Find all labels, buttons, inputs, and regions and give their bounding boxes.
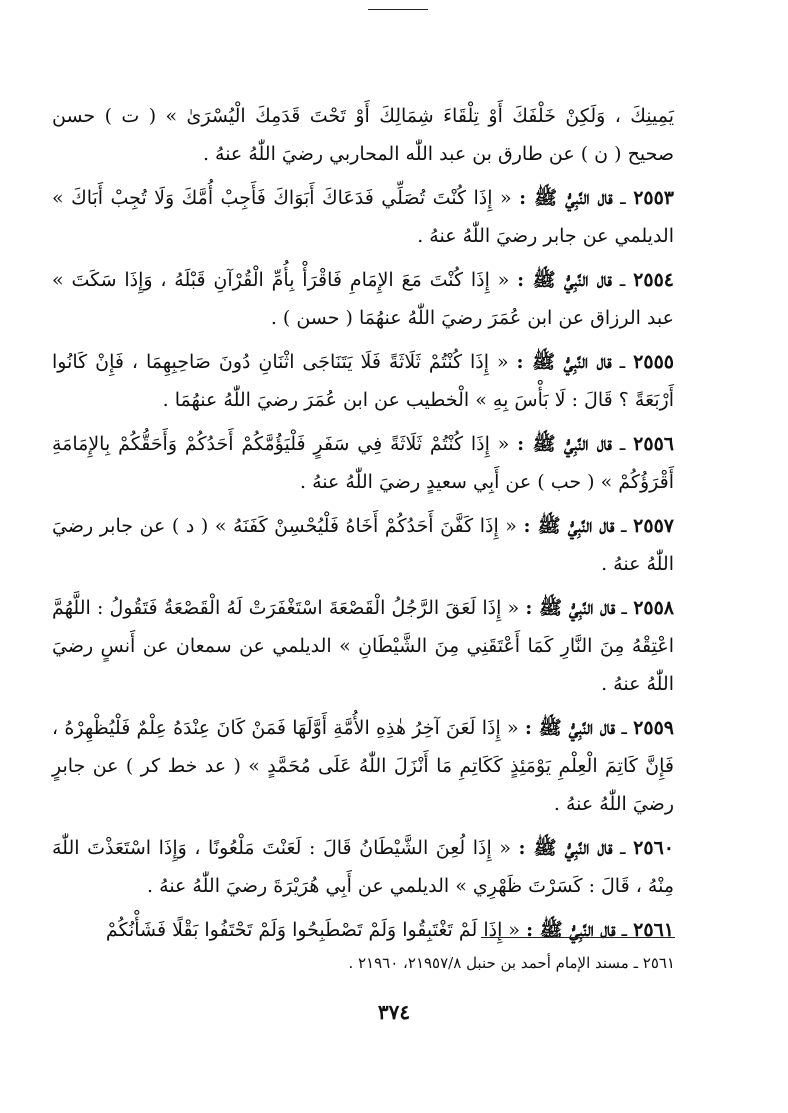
hadith-2554: ٢٥٥٤ ـ قال النَّبِيُّ ﷺ : « إِذَا كُنْتَ مَعَ الإِمَامِ فَاقْرَأْ بِأُمِّ الْقُرْآنِ قَبْلَهُ ، وَإِذَا سَكَتَ » عبد الرزاق عن ابن عُمَرَ رضيَ اللّٰهُ عنهُمَا ( حسن ) . (52, 269, 674, 329)
entry-lead: قال النَّبِيُّ ﷺ : (517, 269, 612, 291)
hadith-2557: ٢٥٥٧ ـ قال النَّبِيُّ ﷺ : « إِذَا كَفَّنَ أَحَدُكُمْ أَخَاهُ فَلْيُحْسِنْ كَفَنَهُ » ( د ) عن جابر رضيَ اللّٰهُ عنهُ . (52, 515, 674, 575)
hadith-2558: ٢٥٥٨ ـ قال النَّبِيُّ ﷺ : « إِذَا لَعَقَ الرَّجُلُ الْقَصْعَةَ اسْتَغْفَرَتْ لَهُ الْقَصْعَةُ فَتَقُولُ : اللَّهُمَّ اعْتِقْهُ مِنَ النَّارِ كَمَا أَعْتَقَنِي مِنَ الشَّيْطَانِ » الديلمي عن سمعان عن أَنسٍ رضيَ اللّٰهُ عنهُ . (52, 597, 675, 695)
entry-lead: قال النَّبِيُّ ﷺ : (523, 515, 615, 537)
entry-number: ٢٥٦٠ (633, 837, 674, 859)
hadith-2555: ٢٥٥٥ ـ قال النَّبِيُّ ﷺ : « إِذَا كُنْتُمْ ثَلَاثَةً فَلَا يَتَنَاجَى اثْنَانِ دُونَ صَاحِبِهِمَا ، فَإِنْ كَانُوا أَرْبَعَةً ؟ قَالَ : لَا بَأْسَ بِهِ » الْخطيب عن ابن عُمَرَ رضيَ اللّٰهُ عنهُمَا . (52, 351, 674, 411)
hadith-2556: ٢٥٥٦ ـ قال النَّبِيُّ ﷺ : « إِذَا كُنْتُمْ ثَلَاثَةً فِي سَفَرٍ فَلْيَؤُمَّكُمْ أَحَدُكُمْ وَأَحَقُّكُمْ بِالإِمَامَةِ أَقْرَؤُكُمْ » ( حب ) عن أَبِي سعيدٍ رضيَ اللّٰهُ عنهُ . (52, 433, 674, 493)
entry-number: ٢٥٥٥ (633, 351, 674, 373)
page-body (52, 78, 674, 955)
entry-text: « إِذَا كَفَّنَ أَحَدُكُمْ أَخَاهُ فَلْيُحْسِنْ كَفَنَهُ » ( د ) عن جابر رضيَ اللّٰهُ عنهُ . (52, 515, 674, 575)
hadith-2561: ٢٥٦١ ـ قال النَّبِيُّ ﷺ : « إِذَا لَمْ تَغْتَبِقُوا وَلَمْ تَصْطَبِحُوا وَلَمْ تَحْتَفُوا بَقْلًا فَشَأْنُكُمْ (105, 919, 674, 941)
top-rule (368, 9, 428, 10)
page-number: ٣٧٤ (377, 1000, 411, 1024)
hadith-2553: ٢٥٥٣ ـ قال النَّبِيُّ ﷺ : « إِذَا كُنْتَ تُصَلِّي فَدَعَاكَ أَبَوَاكَ فَأَجِبْ أُمَّكَ وَلَا تُجِبْ أَبَاكَ » الديلمي عن جابر رضيَ اللّٰهُ عنهُ . (52, 187, 675, 247)
entry-number: ٢٥٦١ (633, 919, 674, 941)
entry-lead: قال النَّبِيُّ ﷺ : (518, 837, 613, 859)
entry-text: « إِذَا كُنْتُمْ ثَلَاثَةً فِي سَفَرٍ فَلْيَؤُمَّكُمْ أَحَدُكُمْ وَأَحَقُّكُمْ بِالإِمَامَةِ أَقْرَؤُكُمْ » ( حب ) عن أَبِي سعيدٍ رضيَ اللّٰهُ عنهُ . (52, 433, 674, 493)
entry-lead: قال النَّبِيُّ ﷺ : (524, 717, 616, 739)
entry-lead: قال النَّبِيُّ ﷺ : (525, 597, 616, 619)
entry-lead: قال النَّبِيُّ ﷺ : (516, 351, 612, 373)
entry-lead: قال النَّبِيُّ ﷺ : (519, 187, 613, 209)
entry-text: « إِذَا لَعَنَ آخِرُ هٰذِهِ الأُمَّةِ أَوَّلَهَا فَمَنْ كَانَ عِنْدَهُ عِلْمٌ فَلْيُظْهِرْهُ ، فَإِنَّ كَاتِمَ الْعِلْمِ يَوْمَئِذٍ كَكَاتِمِ مَا أَنْزَلَ اللّٰهُ عَلَى مُحَمَّدٍ » ( عد خط كر ) عن جابرٍ رضيَ اللّٰهُ عنهُ . (52, 717, 674, 815)
entry-text: « إِذَا لَعَقَ الرَّجُلُ الْقَصْعَةَ اسْتَغْفَرَتْ لَهُ الْقَصْعَةُ فَتَقُولُ : اللَّهُمَّ اعْتِقْهُ مِنَ النَّارِ كَمَا أَعْتَقَنِي مِنَ الشَّيْطَانِ » الديلمي عن سمعان عن أَنسٍ رضيَ اللّٰهُ عنهُ . (52, 597, 674, 695)
entry-number: ٢٥٥٨ (633, 597, 675, 619)
entry-number: ٢٥٥٩ (633, 717, 674, 739)
entry-text: « إِذَا لُعِنَ الشَّيْطَانُ قَالَ : لَعَنْتَ مَلْعُونًا ، وَإِذَا اسْتَعَذْتَ اللّٰهَ مِنْهُ ، قَالَ : كَسَرْتَ ظَهْرِي » الديلمي عن أَبِي هُرَيْرَةَ رضيَ اللّٰهُ عنهُ . (52, 837, 674, 897)
entry-number: ٢٥٥٣ (633, 187, 675, 209)
entry-text: « إِذَا كُنْتَ مَعَ الإِمَامِ فَاقْرَأْ بِأُمِّ الْقُرْآنِ قَبْلَهُ ، وَإِذَا سَكَتَ » عبد الرزاق عن ابن عُمَرَ رضيَ اللّٰهُ عنهُمَا ( حسن ) . (52, 269, 674, 329)
footnote-rule (481, 937, 675, 938)
continuation-paragraph: يَمِينِكَ ، وَلَكِنْ خَلْفَكَ أَوْ تِلْقَاءَ شِمَالِكَ أَوْ تَحْتَ قَدَمِكَ الْيُسْرَىٰ » ( ت ) حسن صحيح ( ن ) عن طارق بن عبد اللّٰه المحاربي رضيَ اللّٰهُ عنهُ . (52, 105, 674, 165)
entry-lead: قال النَّبِيُّ ﷺ : (526, 919, 616, 941)
entry-number: ٢٥٥٦ (633, 433, 674, 455)
entry-text: « إِذَا لَمْ تَغْتَبِقُوا وَلَمْ تَصْطَبِحُوا وَلَمْ تَحْتَفُوا بَقْلًا فَشَأْنُكُمْ (105, 919, 521, 941)
entry-number: ٢٥٥٧ (633, 515, 674, 537)
entry-lead: قال النَّبِيُّ ﷺ : (517, 433, 612, 455)
hadith-2560: ٢٥٦٠ ـ قال النَّبِيُّ ﷺ : « إِذَا لُعِنَ الشَّيْطَانُ قَالَ : لَعَنْتَ مَلْعُونًا ، وَإِذَا اسْتَعَذْتَ اللّٰهَ مِنْهُ ، قَالَ : كَسَرْتَ ظَهْرِي » الديلمي عن أَبِي هُرَيْرَةَ رضيَ اللّٰهُ عنهُ . (52, 837, 674, 897)
hadith-2559: ٢٥٥٩ ـ قال النَّبِيُّ ﷺ : « إِذَا لَعَنَ آخِرُ هٰذِهِ الأُمَّةِ أَوَّلَهَا فَمَنْ كَانَ عِنْدَهُ عِلْمٌ فَلْيُظْهِرْهُ ، فَإِنَّ كَاتِمَ الْعِلْمِ يَوْمَئِذٍ كَكَاتِمِ مَا أَنْزَلَ اللّٰهُ عَلَى مُحَمَّدٍ » ( عد خط كر ) عن جابرٍ رضيَ اللّٰهُ عنهُ . (52, 717, 674, 815)
entry-text: « إِذَا كُنْتَ تُصَلِّي فَدَعَاكَ أَبَوَاكَ فَأَجِبْ أُمَّكَ وَلَا تُجِبْ أَبَاكَ » الديلمي عن جابر رضيَ اللّٰهُ عنهُ . (52, 187, 674, 247)
entry-text: « إِذَا كُنْتُمْ ثَلَاثَةً فَلَا يَتَنَاجَى اثْنَانِ دُونَ صَاحِبِهِمَا ، فَإِنْ كَانُوا أَرْبَعَةً ؟ قَالَ : لَا بَأْسَ بِهِ » الْخطيب عن ابن عُمَرَ رضيَ اللّٰهُ عنهُمَا . (52, 351, 674, 411)
footnote: ٢٥٦١ ـ مسند الإمام أحمد بن حنبل ٢١٩٥٧/٨، ٢١٩٦٠ . (348, 954, 675, 972)
entry-number: ٢٥٥٤ (633, 269, 674, 291)
